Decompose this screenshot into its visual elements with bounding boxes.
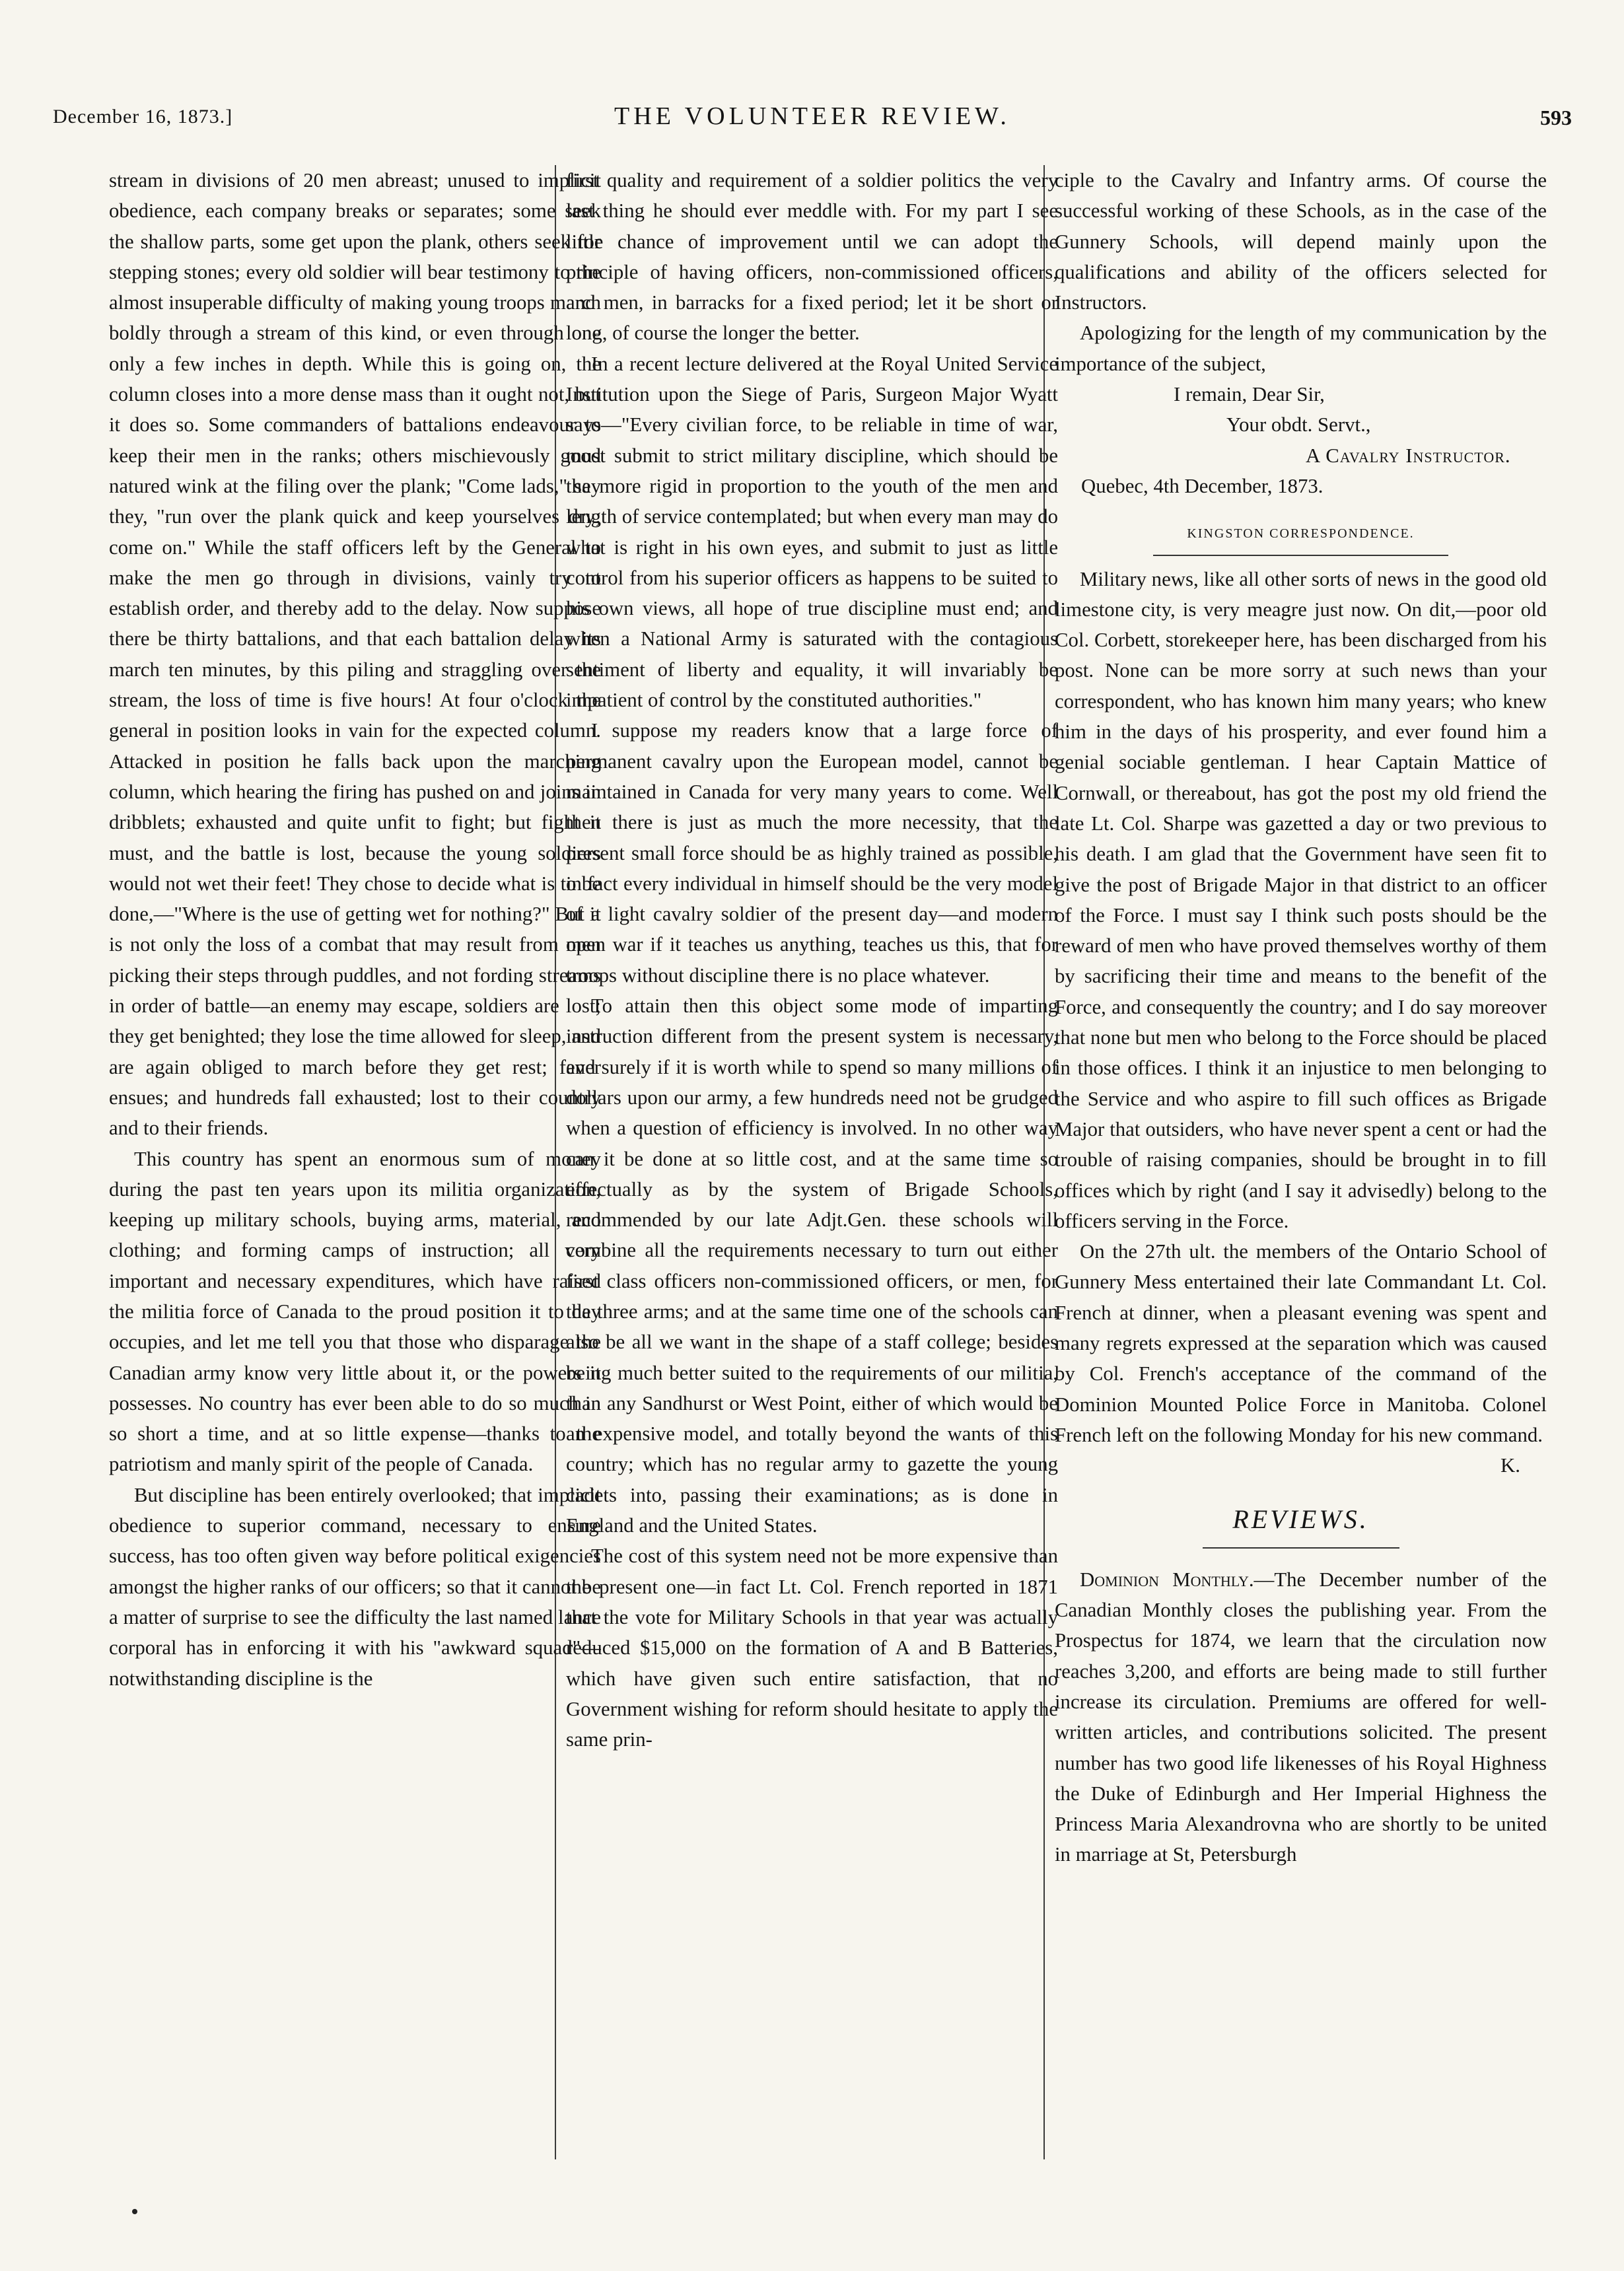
article-paragraph: To attain then this object some mode of imparting instruction different from the present system is necessary, and surely if it is worth while to spend so many millions of dollars upon our army, a few hundreds need not be grudged when a question of efficiency is involved. In no other way can it be done at so little cost, and at the same time so effectually as by the system of Brigade Schools, recommended by our late Adjt.Gen. these schools will combine all the requirements necessary to turn out either first class officers non-commissioned officers, or men, for the three arms; and at the same time one of the schools can also be all we want in the shape of a staff college; besides being much better suited to the requirements of our militia, than any Sandhurst or West Point, either of which would be an expensive model, and totally beyond the wants of this country; which has no regular army to gazette the young cadets into, passing their examinations; as is done in England and the United States. (566, 995, 1058, 1537)
heading-rule (1203, 1547, 1399, 1549)
signoff-name: A Cavalry Instructor. (1306, 444, 1511, 467)
kingston-heading-text: KINGSTON CORRESPONDENCE. (1187, 526, 1415, 542)
publication-title: THE VOLUNTEER REVIEW. (614, 102, 1010, 130)
article-paragraph: I suppose my readers know that a large force of permanent cavalry upon the European model, cannot be maintained in Canada for very many years to come. Well then there is just as much the more necessity, that the present small force should be as highly trained as possible, in fact every individual in himself should be the very model of a light cavalry soldier of the present day—and modern open war if it teaches us anything, teaches us this, that for troops without discipline there is no place whatever. (566, 719, 1058, 987)
article-paragraph: The cost of this system need not be more expensive than the present one—in fact Lt. Col. French reported in 1871 that the vote for Military Schools in that year was actually reduced $15,000 on the formation of A and B Batteries, which have given such entire satisfaction, that no Government wishing for reform should hesitate to apply the same prin- (566, 1545, 1058, 1751)
article-paragraph: This country has spent an enormous sum of money during the past ten years upon its militia organization, keeping up military schools, buying arms, material, and clothing; and forming camps of instruction; all very important and necessary expenditures, which have raised the militia force of Canada to the proud position it to day occupies, and let me tell you that those who disparage the Canadian army know very little about it, or the powers it possesses. No country has ever been able to do so much in so short a time, and at so little expense—thanks to the patriotism and manly spirit of the people of Canada. (109, 1147, 601, 1476)
kingston-heading (1055, 518, 1547, 555)
column-3 (1055, 165, 1547, 2159)
review-paragraph (1055, 1564, 1547, 1870)
article-paragraph: stream in divisions of 20 men abreast; unused to implicit obedience, each company breaks or separates; some seek the shallow parts, some get upon the plank, others seek for stepping stones; every old soldier will bear testimony to the almost insuperable difficulty of making young troops march boldly through a stream of this kind, or even through one only a few inches in depth. While this is going on, the column closes into a more dense mass than it ought not, but it does so. Some commanders of battalions endeavour to keep their men in the ranks; others mischievously good natured wink at the filing over the plank; "Come lads," say they, "run over the plank quick and keep yourselves dry; come on." While the staff officers left by the General to make the men go through in divisions, vainly try to establish order, and thereby add to the delay. Now suppose there be thirty battalions, and that each battalion delay its march ten minutes, by this piling and straggling over the stream, the loss of time is five hours! At four o'clock the general in position looks in vain for the expected column. Attacked in position he falls back upon the marching column, which hearing the firing has pushed on and joins in dribblets; exhausted and quite unfit to fight; but fight it must, and the battle is lost, because the young soldiers would not wet their feet! They chose to decide what is to be done,—"Where is the use of getting wet for nothing?" But it is not only the loss of a combat that may result from men picking their steps through puddles, and not fording streams in order of battle—an enemy may escape, soldiers are lost; they get benighted; they lose the time allowed for sleep, and are again obliged to march before they get rest; fever ensues; and hundreds fall exhausted; lost to their country and to their friends. (109, 169, 601, 1140)
header-date: December 16, 1873.] (53, 106, 233, 127)
heading-rule (1153, 555, 1448, 556)
print-speck (132, 2209, 137, 2214)
article-paragraph: But discipline has been entirely overlooked; that implicit obedience to superior command, necessary to ensure success, has too often given way before political exigencies amongst the higher ranks of our officers; so that it cannot be a matter of surprise to see the difficulty the last named lance corporal has in enforcing it with his "awkward squad"—notwithstanding discipline is the (109, 1483, 601, 1690)
letter-signoff (1055, 379, 1547, 501)
article-paragraph: On the 27th ult. the members of the Ontario School of Gunnery Mess entertained their late Commandant Lt. Col. French at dinner, when a pleasant evening was spent and many regrets expressed at the separation which was caused by Col. French's acceptance of the command of the Dominion Mounted Police Force in Manitoba. Colonel French left on the following Monday for his new command. (1055, 1240, 1547, 1446)
article-paragraph: first quality and requirement of a soldier politics the very last thing he should ever meddle with. For my part I see little chance of improvement until we can adopt the principle of having officers, non-commissioned officers, and men, in barracks for a fixed period; let it be short or long, of course the longer the better. (566, 169, 1058, 345)
column-1 (109, 165, 601, 2159)
signoff-remain: I remain, Dear Sir, (1174, 383, 1325, 406)
article-paragraph: Military news, like all other sorts of news in the good old limestone city, is very meagre just now. On dit,—poor old Col. Corbett, storekeeper here, has been discharged from his post. None can be more sorry at such news than your correspondent, who has known him many years; who knew him in the days of his prosperity, and ever found him a genial sociable gentleman. I hear Captain Mattice of Cornwall, or thereabout, has got the post my old friend the late Lt. Col. Sharpe was gazetted a day or two previous to his death. I am glad that the Government have seen fit to give the post of Brigade Major in that district to an officer of the Force. I must say I think such posts should be the reward of men who have proved themselves worthy of them by sacrificing their time and means to the benefit of the Force, and consequently the country; and I do say moreover that none but men who belong to the Force should be placed in those offices. I think it an injustice to men belonging to the Service and who aspire to fill such offices as Brigade Major that outsiders, who have never spent a cent or had the trouble of raising companies, should be brought in to fill offices which by right (and I say it advisedly) belong to the officers serving in the Force. (1055, 567, 1547, 1232)
review-text: —The December number of the Canadian Monthly closes the publishing year. From the Prospectus for 1874, we learn that the circulation now reaches 3,200, and efforts are being made to still further increase its circulation. Premiums are offered for well-written articles, and contributions solicited. The present number has two good life likenesses of his Royal Highness the Duke of Edinburgh and Her Imperial Highness the Princess Maria Alexandrovna who are shortly to be united in marriage at St, Petersburgh (1055, 1568, 1547, 1866)
reviews-heading: REVIEWS. (1232, 1504, 1369, 1535)
column-2 (566, 165, 1058, 2159)
article-paragraph: In a recent lecture delivered at the Royal United Service Institution upon the Siege of Paris, Surgeon Major Wyatt says—"Every civilian force, to be reliable in time of war, must submit to strict military discipline, which should be the more rigid in proportion to the youth of the men and length of service contemplated; but when every man may do what is right in his own eyes, and submit to just as little control from his superior officers as happens to be suited to his own views, all hope of true discipline must end; and when a National Army is saturated with the contagious sentiment of liberty and equality, it will invariably be impatient of control by the constituted authorities." (566, 352, 1058, 712)
review-lead: Dominion Monthly. (1080, 1568, 1254, 1591)
article-paragraph: ciple to the Cavalry and Infantry arms. Of course the successful working of these Schools, as in the case of the Gunnery Schools, will depend mainly upon the qualifications and ability of the officers selected for Instructors. (1055, 169, 1547, 314)
page-number: 593 (1540, 106, 1572, 129)
page-header (53, 102, 1572, 145)
signoff-place-date: Quebec, 4th December, 1873. (1081, 474, 1324, 497)
signoff-yours: Your obdt. Servt., (1226, 413, 1371, 437)
kingston-initial: K. (1500, 1454, 1520, 1477)
article-paragraph: Apologizing for the length of my communication by the importance of the subject, (1055, 322, 1547, 375)
